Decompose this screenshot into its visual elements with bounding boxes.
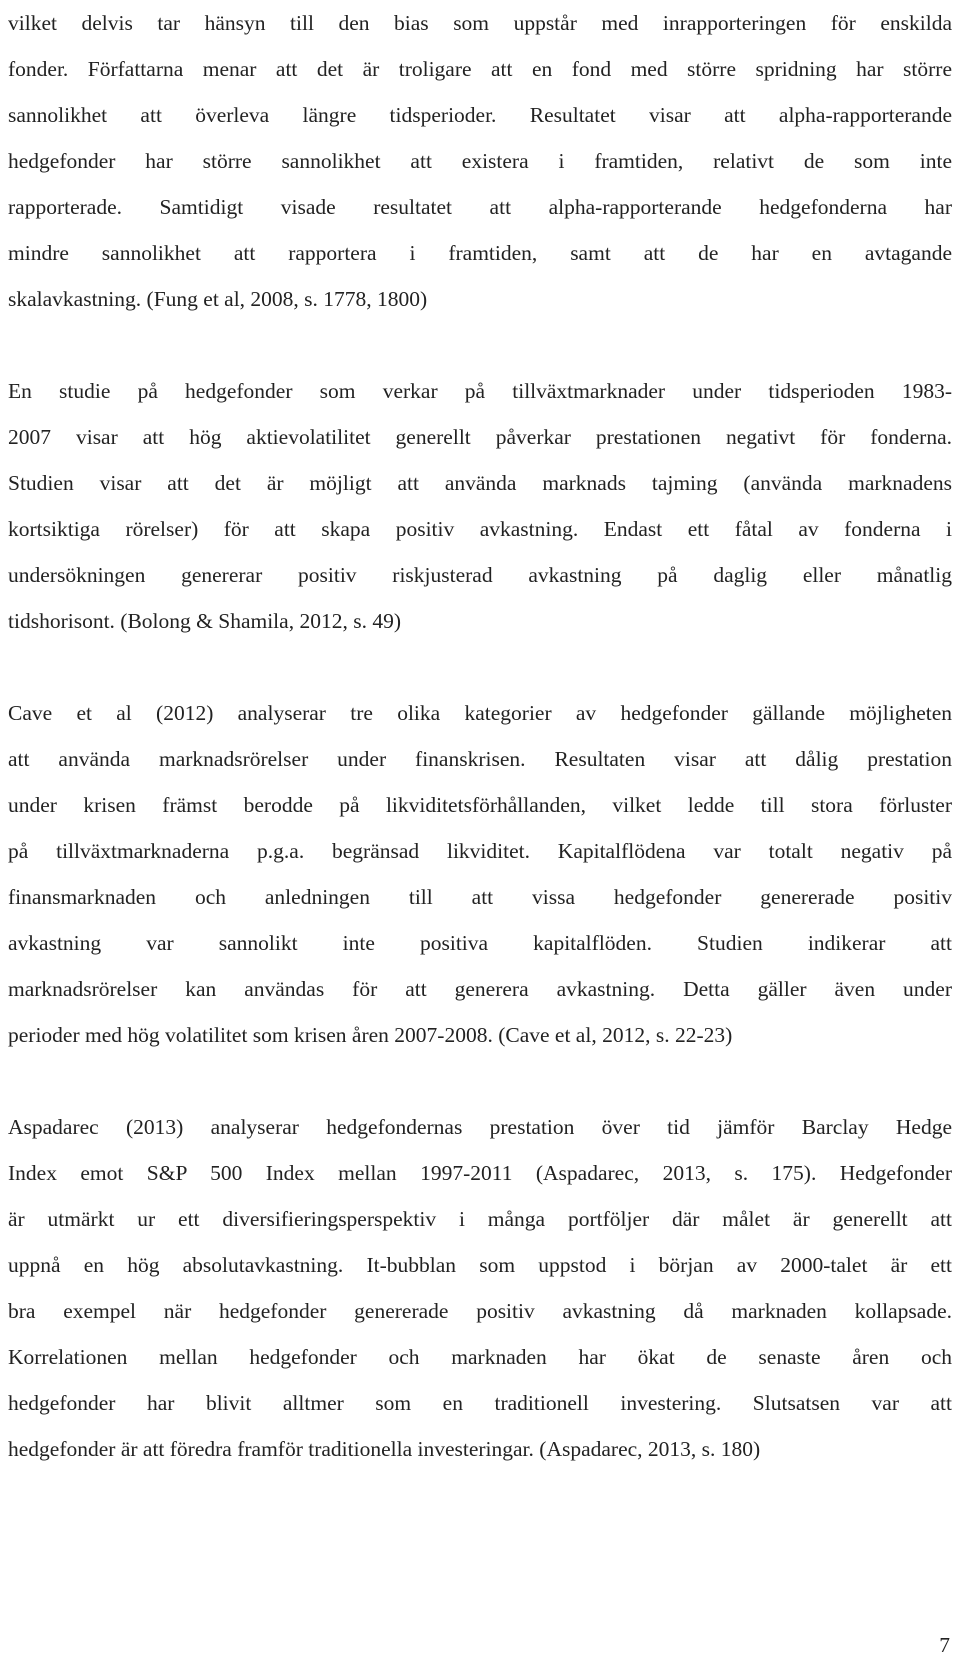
text-line: perioder med hög volatilitet som krisen åren 2007-2008. (Cave et al, 2012, s. 22-23) — [8, 1023, 733, 1047]
text-line: Studien visar att det är möjligt att använda marknads tajming (använda marknadens — [8, 471, 952, 495]
text-line: En studie på hedgefonder som verkar på tillväxtmarknader under tidsperioden 1983- — [8, 379, 952, 403]
text-line: bra exempel när hedgefonder genererade positiv avkastning då marknaden kollapsade. — [8, 1299, 952, 1323]
paragraph-fung — [8, 0, 952, 322]
text-line: under krisen främst berodde på likviditetsförhållanden, vilket ledde till stora förluster — [8, 793, 952, 817]
text-line: Korrelationen mellan hedgefonder och marknaden har ökat de senaste åren och — [8, 1345, 952, 1369]
text-line: Index emot S&P 500 Index mellan 1997-2011 (Aspadarec, 2013, s. 175). Hedgefonder — [8, 1161, 952, 1185]
text-line: hedgefonder har blivit alltmer som en traditionell investering. Slutsatsen var att — [8, 1391, 952, 1415]
text-line: kortsiktiga rörelser) för att skapa positiv avkastning. Endast ett fåtal av fonderna i — [8, 517, 952, 541]
paragraph-bolong — [8, 368, 952, 644]
text-line: marknadsrörelser kan användas för att generera avkastning. Detta gäller även under — [8, 977, 952, 1001]
text-line: mindre sannolikhet att rapportera i framtiden, samt att de har en avtagande — [8, 241, 952, 265]
text-line: undersökningen genererar positiv riskjusterad avkastning på daglig eller månatlig — [8, 563, 952, 587]
text-line: Cave et al (2012) analyserar tre olika kategorier av hedgefonder gällande möjligheten — [8, 701, 952, 725]
text-line: rapporterade. Samtidigt visade resultatet att alpha-rapporterande hedgefonderna har — [8, 195, 952, 219]
text-line: hedgefonder är att föredra framför traditionella investeringar. (Aspadarec, 2013, s. 180) — [8, 1437, 761, 1461]
text-line: hedgefonder har större sannolikhet att existera i framtiden, relativt de som inte — [8, 149, 952, 173]
text-line: är utmärkt ur ett diversifieringsperspektiv i många portföljer där målet är generellt att — [8, 1207, 952, 1231]
text-line: vilket delvis tar hänsyn till den bias som uppstår med inrapporteringen för enskilda — [8, 11, 952, 35]
text-line: finansmarknaden och anledningen till att vissa hedgefonder genererade positiv — [8, 885, 952, 909]
text-line: 2007 visar att hög aktievolatilitet generellt påverkar prestationen negativt för fonderna. — [8, 425, 952, 449]
text-line: att använda marknadsrörelser under finanskrisen. Resultaten visar att dålig prestation — [8, 747, 952, 771]
paragraph-cave — [8, 690, 952, 1058]
text-line: sannolikhet att överleva längre tidsperioder. Resultatet visar att alpha-rapporterande — [8, 103, 952, 127]
text-line: fonder. Författarna menar att det är troligare att en fond med större spridning har större — [8, 57, 952, 81]
paragraph-aspadarec — [8, 1104, 952, 1472]
text-line: tidshorisont. (Bolong & Shamila, 2012, s. 49) — [8, 609, 401, 633]
text-line: på tillväxtmarknaderna p.g.a. begränsad likviditet. Kapitalflödena var totalt negativ på — [8, 839, 952, 863]
text-line: uppnå en hög absolutavkastning. It-bubblan som uppstod i början av 2000-talet är ett — [8, 1253, 952, 1277]
body-text — [8, 0, 952, 1472]
text-line: Aspadarec (2013) analyserar hedgefondernas prestation över tid jämför Barclay Hedge — [8, 1115, 952, 1139]
text-line: avkastning var sannolikt inte positiva kapitalflöden. Studien indikerar att — [8, 931, 952, 955]
text-line: skalavkastning. (Fung et al, 2008, s. 1778, 1800) — [8, 287, 428, 311]
page-number: 7 — [939, 1633, 950, 1657]
